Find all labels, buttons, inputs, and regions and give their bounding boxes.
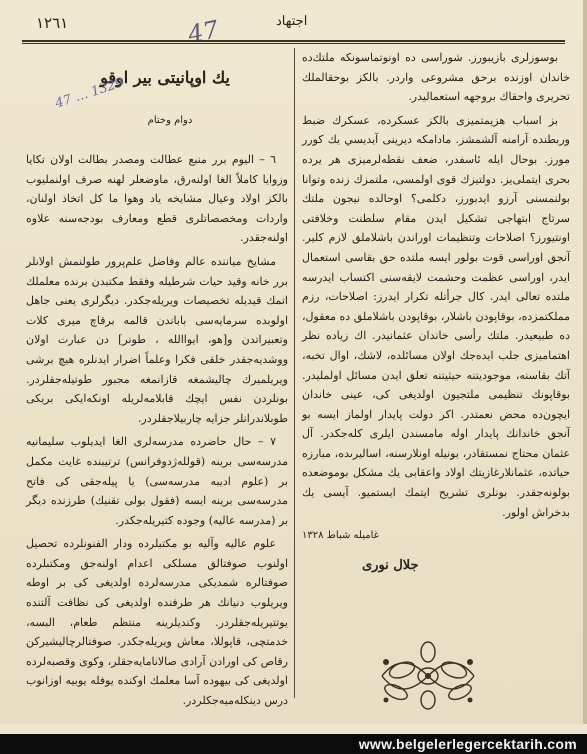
paragraph-reform: بز اسباب هزيمتميزى بالكز عسكرده، عسكرك ضبط وربطنده آرامنه آلشمشز. مادامكه ديرينى آيديسي يك كورر مورز. بوحال ايله ئاسفدر، ضعف نقطه‌لرميزى هر يرده بحرى ايتملى‌يز. دولتيزك قوى اولمسى، ملتمزك زنده وتوانا بولنمسنى آرزو ايدبورز، دكلمى؟ اوحالده نيجون ملتك سرتاج ابتهاجى تشكيل ايدن مقام سلطنت وخلافتى اونتيورز؟ اصلاحات وتنظيمات اوراندن باشلاملق لازم كلير. آنجق اوراسى قوت بولور ايسه ملتده حق بقاسى استعمال ايدر، اوراسى عظمت وحشمت لايقه‌سنى اكتساب ايدرسه ملتده تعالى ايدر. كال جرأتله تكرار ايدرز: اصلاحات، رزم مملكتمزده، بوقاپودن باشلار، بوقاپودن باشلاملق ده معقول، ده طبيعيدر. ملتك رأسى خاندان عثمانيدر. اك زياده نظر اهتماميزى جلب ايده‌جك اولان مسائلده، لاشك، اوال تخبه، آتك بقاسنه، موجوديتنه حيثيتنه تعلق ايدن مسائل اولمليدر. بوقاپونك تنظيمى ملتجيون اولديغى كى، عينى خاندان ايچون‌ده محض نعمتدر. اكر دولت پايدار اولماز ايسه بو آنجق خاندانك پايدار اوله مامسندن ايلرى كله‌جكدر. آل عثمان محتاج نمستقادر، بونيله اونلارسنه، اساليرىده، مبارزه حياتده، عثمانلارغازيتك اولاد واعقابى يك مشكل بوموضعده بولونه‌جقدر. بونلرى تشريح ايتمك ايستميو. آيسى يك بدخراش اولور. bbox=[302, 113, 570, 519]
paragraph-item-6: ٦ – اليوم برر منبع عطالت ومصدر بطالت اولان تكايا وزوايا كاملاً الغا اولنه‌رق، ماوضعلر لهنه صرف اولنمليوب بالكز اولاد وعيال مشايخه ياد وهوا ما كل اتخاذ اولنان، واردات ومخصصاتلرى قطع ومعارف بودجه‌سنه علاوه اولنه‌جقدر. bbox=[26, 153, 288, 245]
page-number: ١٢٦١ bbox=[36, 14, 69, 32]
header-rule-thin bbox=[22, 43, 565, 44]
floral-ornament bbox=[372, 640, 484, 712]
right-column bbox=[302, 48, 570, 575]
paragraph-sheikhs: مشايخ ميانند‌ه عالم وفاضل علم‌پرور طولنمش اولانلر برر خانه وقيد حيات شرطيله وفقط مكتبدن برنده معلملك اتمك قيديله تخصيصات وير‌يله‌جكدر. ديگرلرى يعنى جاهل اولوبده سرمايه‌سى باباندن قالمه برقاچ ميرى كلات وتعبيراتدن و[هو، ايواالله ، طونر] دن عبارت اولان ووشديه‌جقدر خلقى فكرا وعلماً اضرار ايدنلره هيچ برشى ويريلميرك چاليشمغه قازانمغه مجبور طوتيله‌جقلردر. بونلردن نفس ايچك قابلامه‌لريله اونكه‌ايكى بريكى طوبلاندرانلر جزايه چاربيلاجقلردر. bbox=[26, 254, 288, 425]
header-rule bbox=[22, 40, 565, 42]
journal-title: اجتهاد bbox=[276, 14, 308, 29]
article-subtitle: دوام وختام bbox=[147, 115, 193, 126]
watermark-url[interactable]: www.belgelerlegercektarih.com bbox=[358, 736, 577, 752]
watermark-bar bbox=[0, 734, 587, 754]
handwritten-pen-mark: 47 bbox=[185, 15, 222, 49]
left-column bbox=[26, 150, 288, 715]
paragraph-higher-sciences: علوم عاليه وآليه بو مكتبلرده ودار الفنونلرده تحصيل اولنوب صوفتالق مسلكى اعدام اولنه‌جق ومكتبلرده صوفتالره شمديكى مدرسه‌لرده اولديغى كى بر اوطه ويريلوب دنيانك هر طرفنده اولديغى كى نظافت آلتنده يوتتير‌يله‌جقلردر. وكنديلرينه منتظم طعام، البسه، خدمتچى، قاپوللا، معاش ويريله‌جكدر. صوفتالرچاليشيركن رقاص كى اورادن آرادى صالانامايه‌جقلر، وكوى وقصبه‌لرده اولديغى كى بيهوده آسا معلمك اوكنده يوفله يوبيه اوزانوب درس دينكله‌ميه‌جكلردر. bbox=[26, 537, 288, 708]
paragraph-intro: بوسوزلرى بازيبورز. شوراسى ده اونوتماسونكه ملتك‌ده خاندان اوزنده برحق مشروعى واردر. بالكز بوحقالملك تحريرى واحقاك بروجهه استعماليدر. bbox=[302, 51, 570, 104]
article-title: يك اوپانيتى بير اوقو bbox=[100, 68, 230, 87]
page-edge bbox=[583, 0, 587, 724]
author-signature: جلال نورى bbox=[362, 557, 419, 573]
column-divider bbox=[294, 48, 295, 698]
paragraph-item-7: ٧ – حال حاضرده مدرسه‌لرى الغا ايديلوب سليمانيه مدرسه‌سى برينه (قولله‌ژ‌دوفرانس) ترتيبنده غايت مكمل بر (علوم اديبه مدرسه‌سى) يا پيله‌جقى كى فاتح مدرسه‌سى برينه ايسه (فقول بولى تقنيك) طرزنده ديگر بر (مدرسه عاليه) وجوده كتيريله‌جكدر. bbox=[26, 435, 288, 527]
article-date: غاميله شباط ١٣٢٨ bbox=[302, 530, 379, 542]
handwritten-note: 47 … 1329 bbox=[53, 75, 126, 112]
